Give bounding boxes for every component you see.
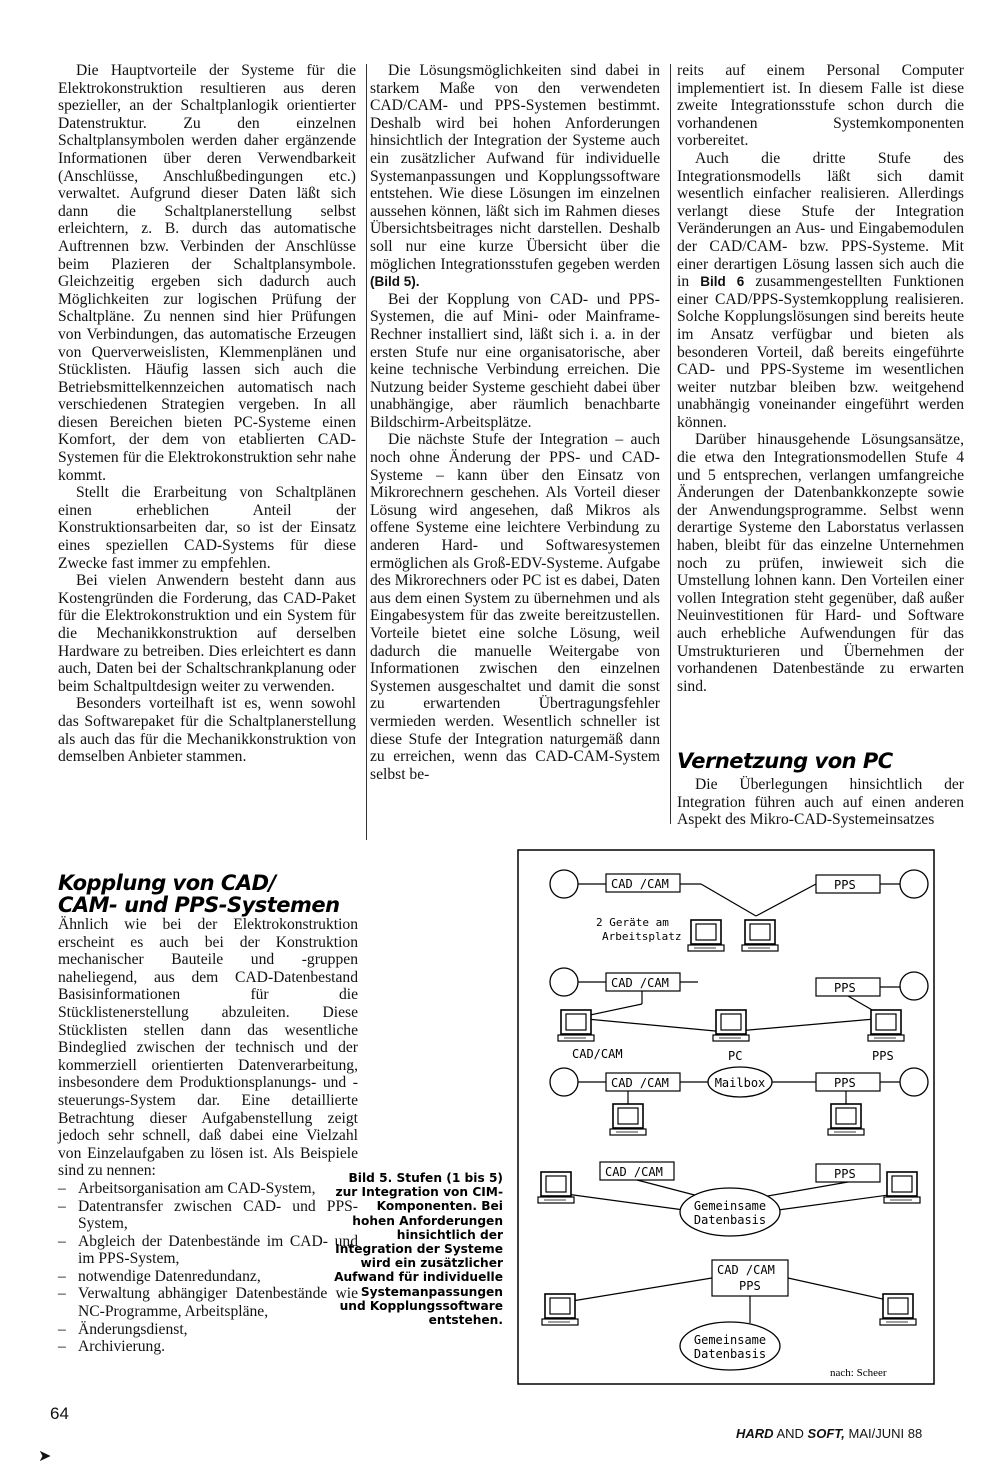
bullet-item: – Abgleich der Datenbestände im CAD- und im PPS-System, — [58, 1233, 358, 1268]
figure-source: nach: Scheer — [830, 1367, 887, 1379]
bullet-list — [58, 1180, 358, 1356]
col3-paragraph-4: Die Überlegungen hinsichtlich der Integration führen auch auf einen anderen Aspekt des Mikro-CAD-Systemeinsatzes — [677, 776, 964, 829]
figure-reference-bild6: Bild 6 — [700, 274, 745, 290]
stage2-label-pps: PPS — [872, 1049, 894, 1063]
stage2-terminal-cadcam — [558, 1010, 594, 1041]
section-heading-line-1: Kopplung von CAD/ — [58, 871, 276, 895]
section-heading-vernetzung: Vernetzung von PC — [677, 749, 893, 773]
bullet-item: – Änderungsdienst, — [58, 1321, 358, 1339]
figure-frame — [518, 850, 934, 1384]
bullet-item: – Arbeitsorganisation am CAD-System, — [58, 1180, 358, 1198]
bullet-item: – Archivierung. — [58, 1338, 358, 1356]
col1-paragraph-1: Die Hauptvorteile der Systeme für die Elektrokonstruktion resultieren aus deren spezieller, an der Schaltplanlogik orientierter Datenstruktur. Zu den einzelnen Schaltplansymbolen werden daher ergänzende Informationen über deren Verwendbarkeit (Anschlüsse, Anschlußbedingungen etc.) verwaltet. Aufgrund dieser Daten läßt sich dann die Schaltplanerstellung selbst erleichtern, z. B. durch das automatische Auftrennen bzw. Verbinden der Anschlüsse beim Plazieren der Schaltplansymbole. Gleichzeitig ergeben sich dadurch auch Möglichkeiten zur logischen Prüfung der Schaltpläne. Zu nennen sind hier Prüfungen von Verbindungen, das automatische Erzeugen von Querverweislisten, Klemmenplänen und Stücklisten. Häufig lassen sich auch die Betriebsmittelkennzeichen automatisch nach verschiedenen Strategien vergeben. In all diesen Bereichen bieten PC-Systeme einen Komfort, der dem von etablierten CAD-Systemen für die Elektrokonstruktion sehr nahe kommt. — [58, 62, 356, 484]
stage2-circle-right — [900, 972, 928, 1000]
magazine-footer — [736, 1426, 922, 1441]
page-number: 64 — [50, 1404, 69, 1423]
col2-paragraph-2: Bei der Kopplung von CAD- und PPS-Systemen, die auf Mini- oder Mainframe-Rechner installiert sind, läßt sich i. a. in der ersten Stufe nur eine organisatorische, aber keine technische Verbindung erreichen. Die Nutzung beider Systeme geschieht dabei über unabhängige, aber räumlich benachbarte Bildschirm-Arbeitsplätze. — [370, 290, 660, 431]
stage1-circle-right — [900, 870, 928, 898]
bullet-item: – Datentransfer zwischen CAD- und PPS-System, — [58, 1198, 358, 1233]
stage3-circle-right — [900, 1068, 928, 1096]
corner-arrow-icon: ➤ — [38, 1448, 52, 1465]
stage3-terminal-right — [828, 1104, 864, 1135]
stage4-cadcam-label: CAD /CAM — [605, 1165, 663, 1179]
stage4-db-line2: Datenbasis — [693, 1213, 767, 1227]
col1-paragraph-4: Besonders vorteilhaft ist es, wenn sowohl das Softwarepaket für die Schaltplanerstellung als auch das für die Mechanikkonstruktion von demselben Anbieter stammen. — [58, 695, 356, 766]
stage2-terminal-pps — [868, 1010, 904, 1041]
stage1-note-line2: Arbeitsplatz — [602, 930, 682, 943]
stage1-cadcam-label: CAD /CAM — [611, 877, 669, 891]
stage4-terminal-right — [884, 1172, 920, 1203]
section-kopplung-body — [58, 916, 358, 1356]
stage3-cadcam-label: CAD /CAM — [611, 1076, 669, 1090]
col2-paragraph-1 — [370, 62, 660, 291]
col3-paragraph-2 — [677, 150, 964, 432]
col2-paragraph-3: Die nächste Stufe der Integration – auch noch ohne Änderung der PPS- und CAD-Systeme – kann über den Einsatz von Mikrorechnern geschehen. Als Vorteil dieser Lösung wird angesehen, daß Mikros als offene Systeme eine leichtere Verbindung zu anderen Hard- und Softwaresystemen ermöglichen als Groß-EDV-Systeme. Aufgabe des Mikrorechners oder PC ist es dabei, Daten aus dem einen System zu übernehmen und als Eingabesystem für das zweite bereitzustellen. Vorteile bietet eine solche Lösung, weil dadurch die manuelle Weitergabe von Informationen zwischen den einzelnen Systemen ausgeschaltet und damit die sonst zu erwartenden Übertragungsfehler vermieden werden. Wesentlich schneller ist diese Stufe der Integration naturgemäß dann zu erreichen, wenn das CAD-CAM-System selbst be- — [370, 431, 660, 783]
stage3-pps-label: PPS — [834, 1076, 856, 1090]
brand-soft: SOFT, — [807, 1426, 845, 1441]
stage2-label-pc: PC — [728, 1049, 743, 1063]
stage5-cadcam-label: CAD /CAM — [717, 1263, 775, 1277]
stage5-terminal-right — [880, 1294, 916, 1325]
stage2-terminal-pc — [713, 1010, 749, 1041]
stage5-terminal-left — [542, 1294, 578, 1325]
stage5-db-line2: Datenbasis — [693, 1347, 767, 1361]
figure-reference-bild5: (Bild 5). — [370, 274, 420, 290]
stage4-terminal-left — [538, 1172, 574, 1203]
figure-caption: Bild 5. Stufen (1 bis 5) zur Integration von CIM-Komponenten. Bei hohen Anforderungen hinsichtlich der Integration der Systeme wird ein zusätzlicher Aufwand für individuelle Systemanpassungen und Kopplungssoftware entstehen. — [334, 1171, 503, 1328]
col3-paragraph-2-text-b: zusammengestellten Funktionen einer CAD/PPS-Systemkopplung realisieren. Solche Kopplungslösungen sind bereits heute im Ansatz verfügbar und bieten als besonderen Vorteil, daß bereits eingeführte CAD- und PPS-Systeme im wesentlichen weiter nutzbar bleiben bzw. weitgehend unabhängig voneinander eingeführt werden können. — [677, 273, 965, 431]
column-1 — [58, 62, 356, 766]
col3-paragraph-1: reits auf einem Personal Computer implementiert ist. In diesem Falle ist diese zweite Integrationsstufe schon durch die vorhandenen Systemkomponenten vorbereitet. — [677, 62, 964, 150]
figure-bild5 — [516, 848, 936, 1386]
bullet-item: – notwendige Datenredundanz, — [58, 1268, 358, 1286]
stage4-db-line1: Gemeinsame — [693, 1199, 767, 1213]
stage1-terminal-1 — [688, 920, 724, 951]
stage3-circle-left — [550, 1068, 578, 1096]
stage5-db-line1: Gemeinsame — [693, 1333, 767, 1347]
column-divider-2 — [670, 64, 671, 824]
stage2-cadcam-label: CAD /CAM — [611, 976, 669, 990]
figure-diagram — [516, 848, 936, 1386]
stage2-circle-left — [550, 968, 578, 996]
column-2 — [370, 62, 660, 783]
stage5-pps-label: PPS — [739, 1279, 761, 1293]
stage1-circle-left — [550, 870, 578, 898]
stage1-pps-label: PPS — [834, 878, 856, 892]
bullet-item: – Verwaltung abhängiger Datenbestände wie NC-Programme, Arbeitspläne, — [58, 1285, 358, 1320]
column-3 — [677, 62, 964, 695]
brand-and: AND — [776, 1426, 804, 1441]
section-heading-kopplung — [58, 872, 358, 916]
col1-paragraph-3: Bei vielen Anwendern besteht dann aus Kostengründen die Forderung, das CAD-Paket für die Elektrokonstruktion und ein System für die Mechanikkonstruktion auf derselben Hardware zu betreiben. Dies erleichtert es dann auch, Daten bei der Schaltschrankplanung oder beim Schaltpultdesign weiter zu verwenden. — [58, 572, 356, 695]
brand-hard: HARD — [736, 1426, 774, 1441]
col3-paragraph-2-text-a: Auch die dritte Stufe des Integrationsmodells läßt sich damit wesentlich einfacher realisieren. Allerdings verlangt diese Stufe der Integration Veränderungen an Aus- und Eingabemodulen der CAD/CAM- bzw. PPS-Systeme. Mit einer derartigen Lösung lassen sich auch die in — [677, 149, 964, 291]
col2-paragraph-1-text: Die Lösungsmöglichkeiten sind dabei in starkem Maße von den verwendeten CAD/CAM- und PPS-Systemen bestimmt. Deshalb wird bei hohen Anforderungen hinsichtlich der Integration der Systeme auch ein zusätzlicher Aufwand für individuelle Systemanpassungen und Kopplungssoftware entstehen. Wie diese Lösungen im einzelnen aussehen können, läßt sich im Rahmen dieses Übersichtsbeitrages nicht darstellen. Deshalb soll nur eine kurze Übersicht über die möglichen Integrationsstufen gegeben werden — [370, 62, 660, 273]
section2-paragraph-1: Ähnlich wie bei der Elektrokonstruktion erscheint es auch bei der Konstruktion mechanischer Bauteile und -gruppen naheliegend, aus dem CAD-Datenbestand Basisinformationen für die Stücklistenerstellung abzuleiten. Diese Stücklisten stellen dann das wesentliche Bindeglied zwischen der technisch und der kommerziell orientierten Datenverarbeitung, insbesondere dem Produktionsplanungs- und -steuerungs-System dar. Eine detaillierte Betrachtung dieser Aufgabenstellung zeigt jedoch sehr schnell, daß dabei eine Vielzahl von Einzelaufgaben zu lösen ist. Als Beispiele sind zu nennen: — [58, 916, 358, 1180]
section-heading-line-2: CAM- und PPS-Systemen — [58, 893, 340, 917]
stage2-pps-label: PPS — [834, 981, 856, 995]
stage4-pps-label: PPS — [834, 1167, 856, 1181]
stage3-terminal-left — [610, 1104, 646, 1135]
col1-paragraph-2: Stellt die Erarbeitung von Schaltplänen einen erheblichen Anteil der Konstruktionsarbeiten dar, so ist der Einsatz eines speziellen CAD-Systems für diese Zwecke fast immer zu empfehlen. — [58, 484, 356, 572]
col3-paragraph-3: Darüber hinausgehende Lösungsansätze, die etwa den Integrationsmodellen Stufe 4 und 5 entsprechen, verlangen umfangreiche Änderungen der Datenbankkonzepte sowie der Anwendungsprogramme. Selbst wenn derartige Systeme den Laborstatus verlassen haben, bleibt für das einzelne Unternehmen noch zu prüfen, inwieweit sich die Umstellung lohnen kann. Den Vorteilen einer vollen Integration steht gegenüber, daß außer Neuinvestitionen für Hard- und Software auch erhebliche Aufwendungen für das Umstrukturieren und Übernehmen der vorhandenen Datenbestände zu erwarten sind. — [677, 431, 964, 695]
stage1-terminal-2 — [742, 920, 778, 951]
column-divider-1 — [366, 64, 367, 840]
stage3-mailbox-label: Mailbox — [714, 1076, 766, 1090]
issue-date: MAI/JUNI 88 — [848, 1426, 923, 1441]
column-3-continued — [677, 776, 964, 829]
stage1-note-line1: 2 Geräte am — [596, 916, 669, 929]
stage2-label-cadcam: CAD/CAM — [572, 1047, 623, 1061]
